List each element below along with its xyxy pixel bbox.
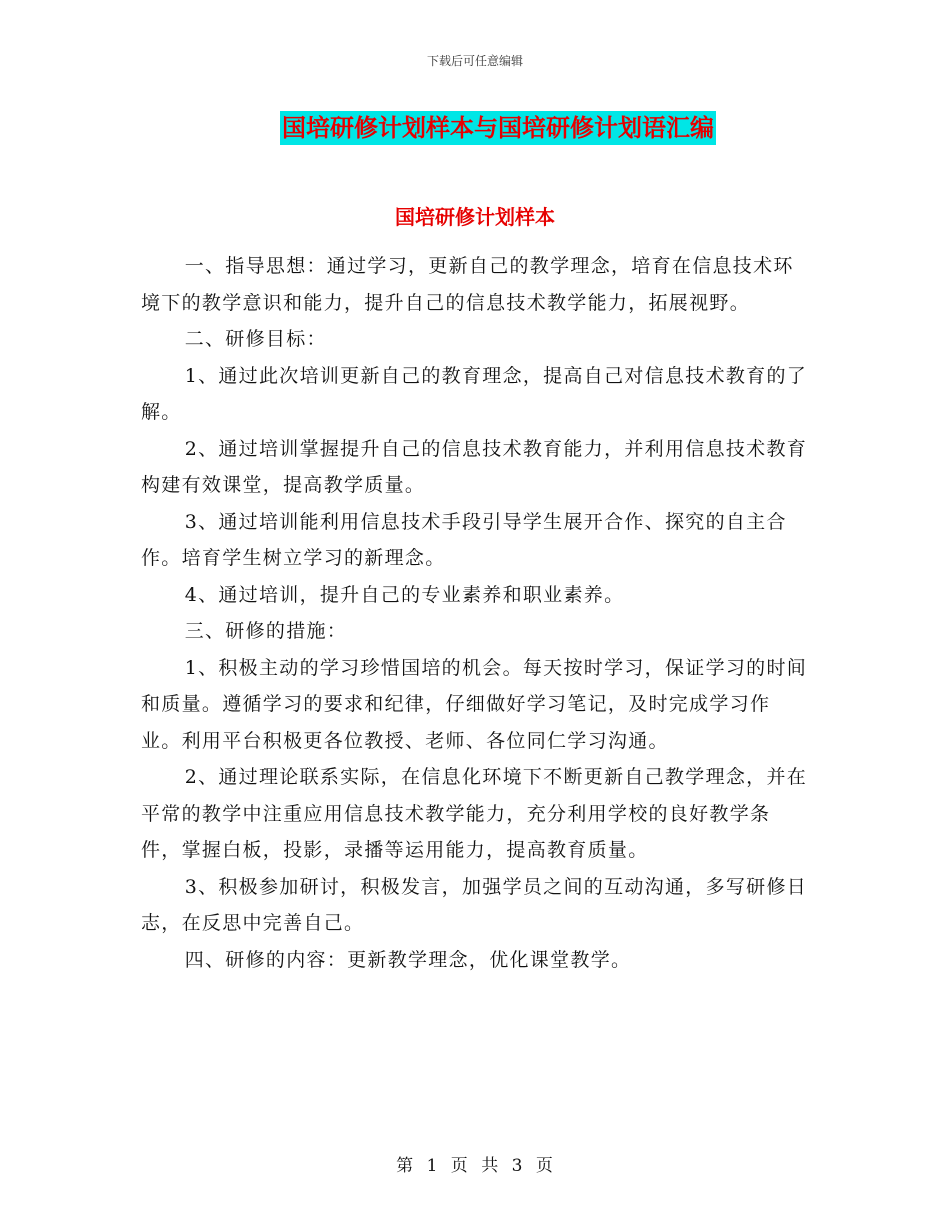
document-title-wrapper [0, 111, 950, 145]
paragraph-measure-2: 2、通过理论联系实际，在信息化环境下不断更新自己教学理念，并在平常的教学中注重应用信息技术教学能力，充分利用学校的良好教学条件，掌握白板，投影，录播等运用能力，提高教育质量。 [141, 766, 808, 861]
document-body [141, 248, 809, 978]
paragraph-goal-2: 2、通过培训掌握提升自己的信息技术教育能力，并利用信息技术教育构建有效课堂，提高教学质量。 [141, 437, 808, 496]
footer-prefix: 第 [396, 1156, 415, 1176]
footer-page-word: 页 [450, 1156, 469, 1176]
footer-suffix: 页 [535, 1156, 554, 1176]
paragraph-goals-heading: 二、研修目标： [184, 328, 327, 350]
page-footer [0, 1154, 950, 1178]
paragraph-content: 四、研修的内容：更新教学理念，优化课堂教学。 [184, 948, 632, 971]
paragraph-guiding-thought: 一、指导思想：通过学习，更新自己的教学理念，培育在信息技术环境下的教学意识和能力，提升自己的信息技术教学能力，拓展视野。 [141, 255, 794, 314]
footer-total-word: 共 [481, 1156, 500, 1176]
paragraph-measures-heading: 三、研修的措施： [184, 620, 348, 642]
paragraph-goal-3: 3、通过培训能利用信息技术手段引导学生展开合作、探究的自主合作。培育学生树立学习的新理念。 [141, 510, 787, 569]
paragraph-measure-3: 3、积极参加研讨，积极发言，加强学员之间的互动沟通，多写研修日志，在反思中完善自己。 [141, 875, 808, 934]
paragraph-goal-4: 4、通过培训，提升自己的专业素养和职业素养。 [184, 583, 625, 606]
paragraph-goal-1: 1、通过此次培训更新自己的教育理念，提高自己对信息技术教育的了解。 [141, 364, 808, 423]
document-title: 国培研修计划样本与国培研修计划语汇编 [280, 111, 716, 145]
page-header-note: 下载后可任意编辑 [426, 54, 523, 68]
section-title: 国培研修计划样本 [395, 205, 555, 229]
paragraph-measure-1: 1、积极主动的学习珍惜国培的机会。每天按时学习，保证学习的时间和质量。遵循学习的要求和纪律，仔细做好学习笔记，及时完成学习作业。利用平台积极更各位教授、老师、各位同仁学习沟通。 [141, 656, 808, 752]
footer-current-page: 1 [426, 1156, 439, 1176]
footer-total-pages: 3 [511, 1156, 524, 1176]
